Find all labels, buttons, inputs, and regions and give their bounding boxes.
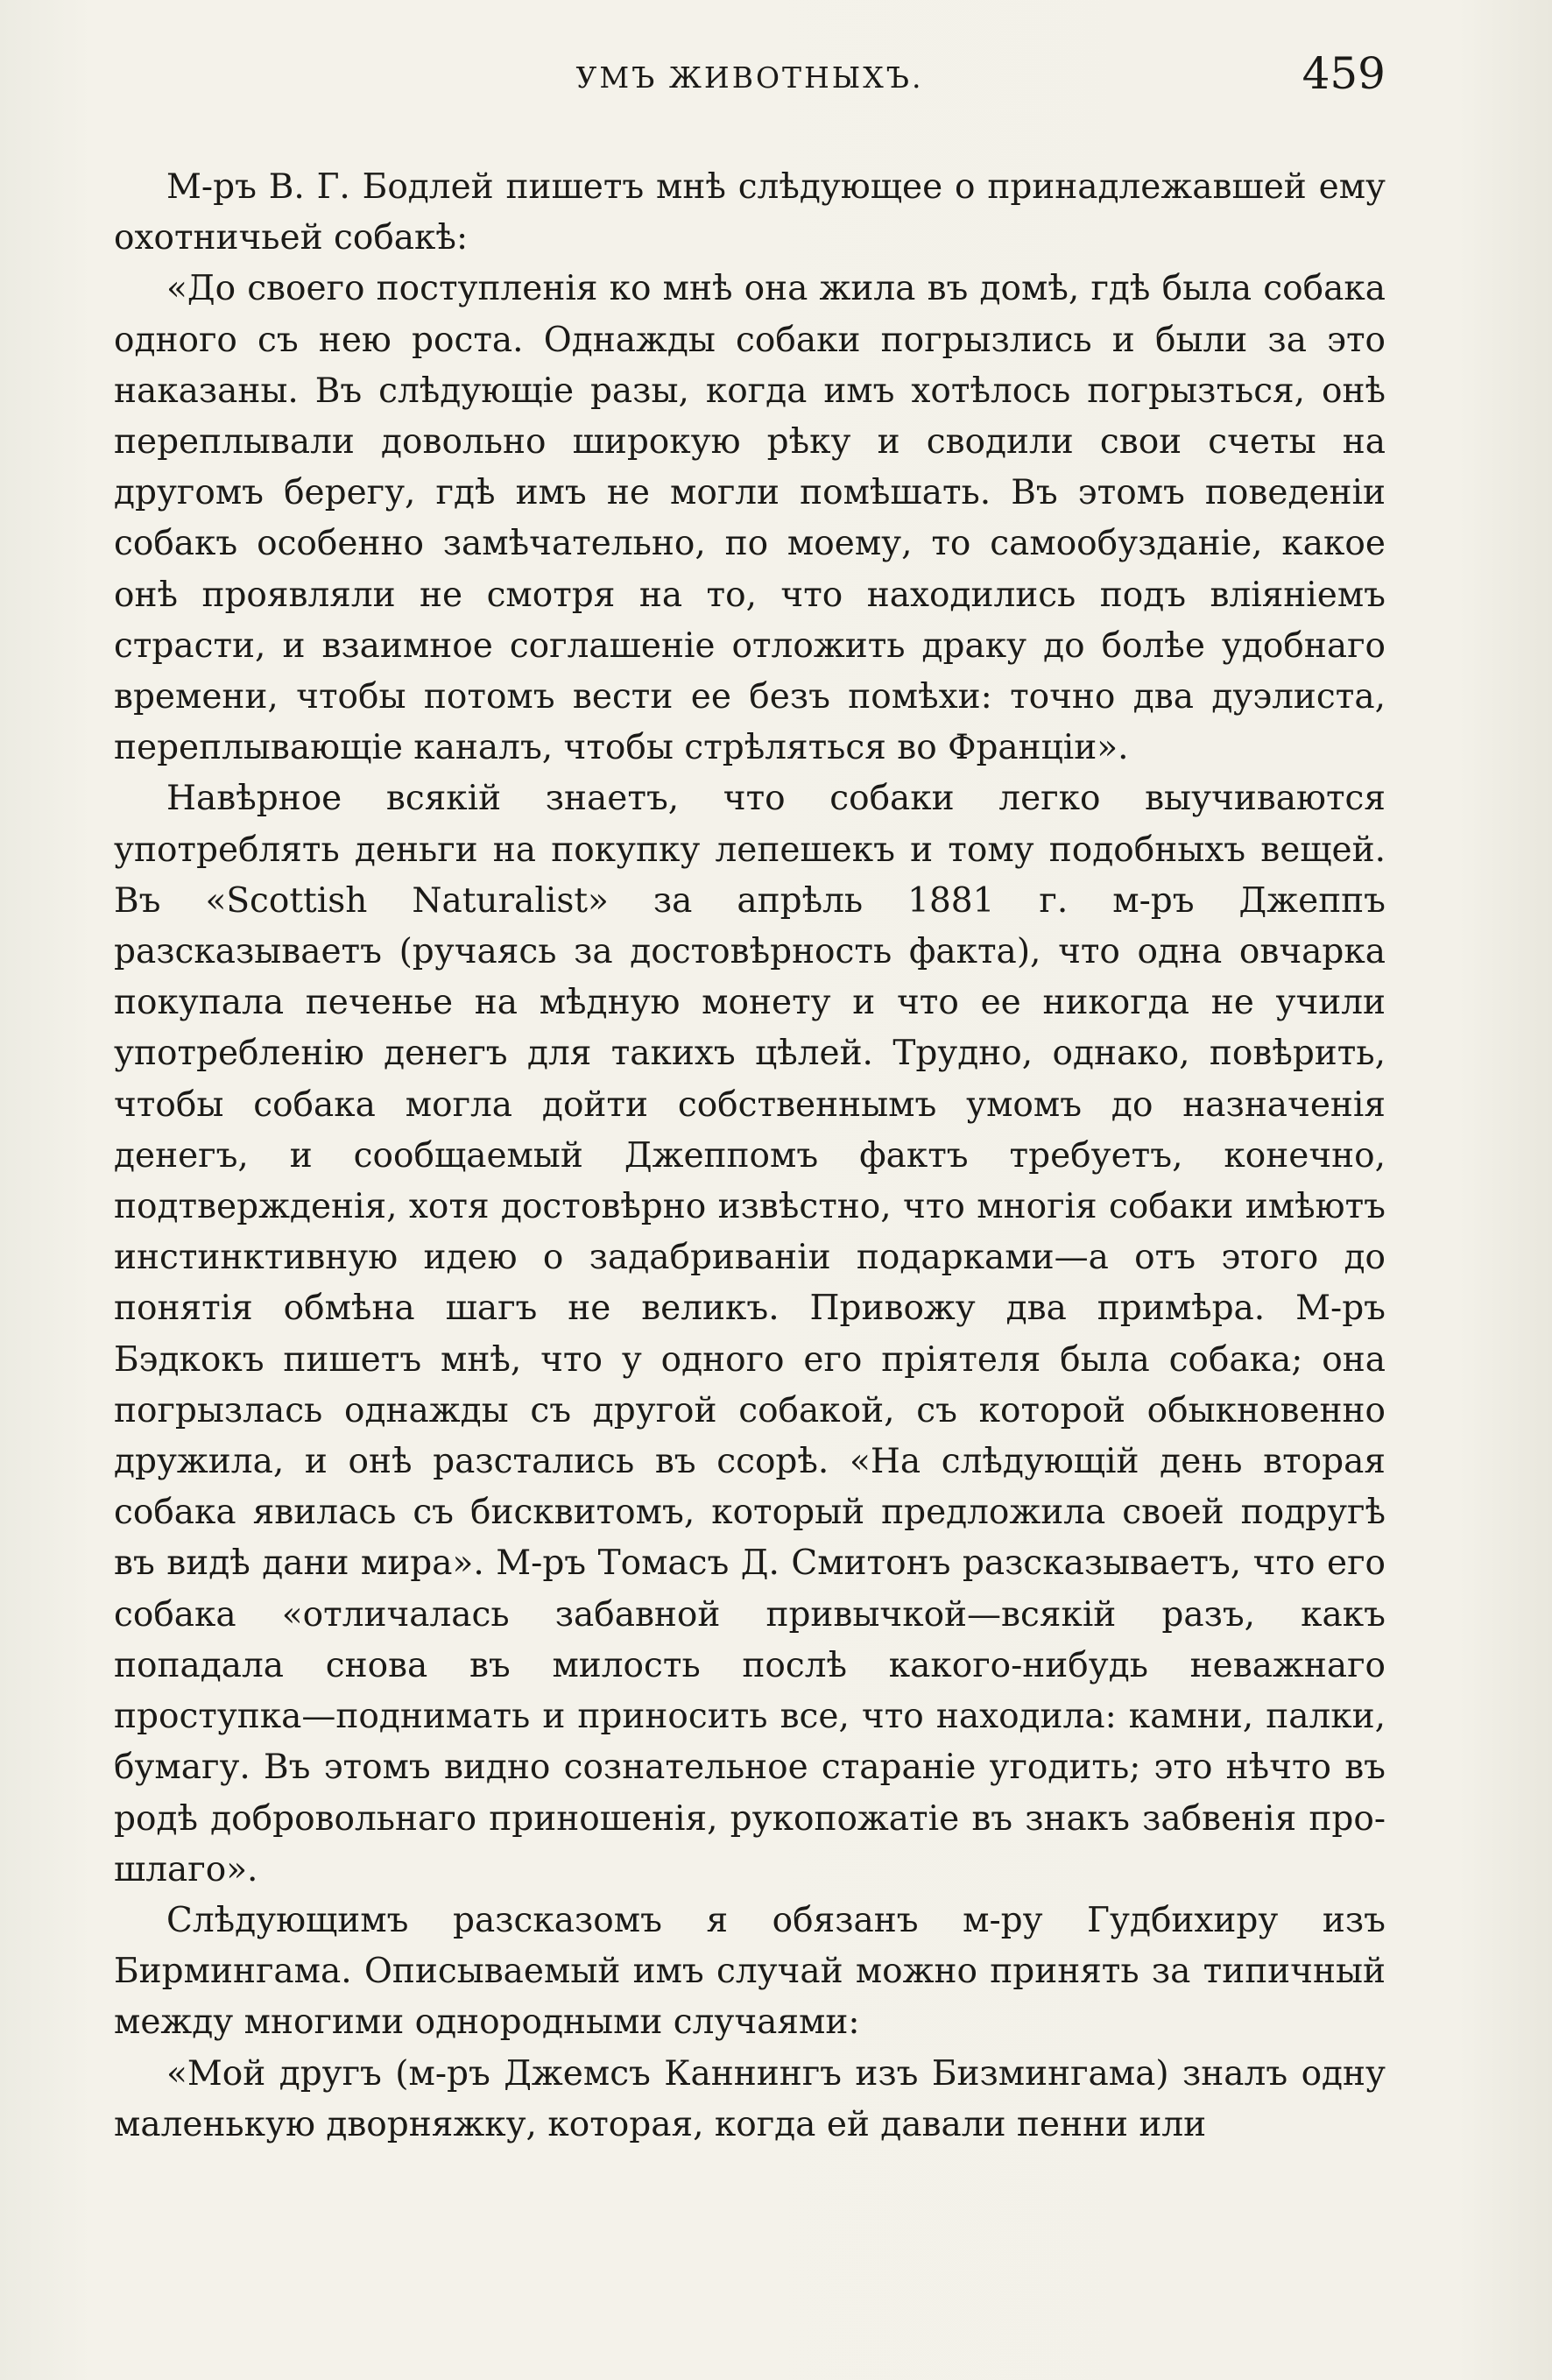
running-title: УМЪ ЖИВОТНЫХЪ. [575,60,924,95]
paragraph-1: М-ръ В. Г. Бодлей пишетъ мнѣ слѣдующее о принадлежавшей ему охотничьей собакѣ: [114,167,1386,258]
paragraph-2: «До своего поступленія ко мнѣ она жила въ домѣ, гдѣ была собака одного съ нею роста. Однажды собаки погрызлись и были за это наказаны. Въ слѣдующіе разы, когда имъ хотѣлось погрызться, онѣ переплывали довольно широкую рѣку и сводили свои счеты на другомъ берегу, гдѣ имъ не могли помѣшать. Въ этомъ поведеніи собакъ особенно замѣчательно, по моему, то самообузданіе, какое онѣ проявляли не смотря на то, что находились подъ вліяніемъ страсти, и взаимное соглашеніе отложить драку до болѣе удобнаго времени, чтобы потомъ вести ее безъ помѣхи: точно два дуэлиста, переплывающіе каналъ, чтобы стрѣляться во Франціи». [114,269,1386,768]
paragraph-4: Слѣдующимъ разсказомъ я обязанъ м-ру Гудбихиру изъ Бирмингама. Описываемый имъ случай можно принять за типичный между многими однородными случаями: [114,1900,1386,2043]
body-text [114,162,1386,2150]
paragraph-3: Навѣрное всякій знаетъ, что собаки легко выучиваются употреблять деньги на покупку лепешекъ и тому подобныхъ вещей. Въ «Scottish Naturalist» за апрѣль 1881 г. м-ръ Джеппъ разсказываетъ (ручаясь за достовѣрность факта), что одна овчарка покупала печенье на мѣдную монету и что ее никогда не учили употребленію денегъ для такихъ цѣлей. Трудно, однако, повѣрить, чтобы собака могла дойти собственнымъ умомъ до назначенія денегъ, и сообщаемый Джеппомъ фактъ требуетъ, конечно, подтвержденія, хотя достовѣрно извѣстно, что многія собаки имѣютъ инстинктивную идею о задабриваніи подарками—а отъ этого до понятія обмѣна шагъ не великъ. Привожу два примѣра. М-ръ Бэдкокъ пишетъ мнѣ, что у одного его пріятеля была собака; она погрызлась однажды съ другой собакой, съ которой обыкновенно дружила, и онѣ разстались въ ссорѣ. «На слѣдующій день вторая собака явилась съ бисквитомъ, который предложила своей подругѣ въ видѣ дани мира». М-ръ Томасъ Д. Смитонъ разсказываетъ, что его собака «отличалась забавной привычкой—всякій разъ, какъ попадала снова въ милость послѣ какого-нибудь неважнаго проступка—поднимать и приносить все, что находила: камни, палки, бумагу. Въ этомъ видно сознательное стараніе угодить; это нѣчто въ родѣ добровольнаго приношенія, рукопожатіе въ знакъ забвенія прошлаго». [114,779,1386,1889]
running-head [114,48,1386,118]
paragraph-5: «Мой другъ (м-ръ Джемсъ Каннингъ изъ Бизмингама) зналъ одну маленькую дворняжку, которая, когда ей давали пенни или [114,2053,1386,2144]
page-number: 459 [1302,48,1386,99]
